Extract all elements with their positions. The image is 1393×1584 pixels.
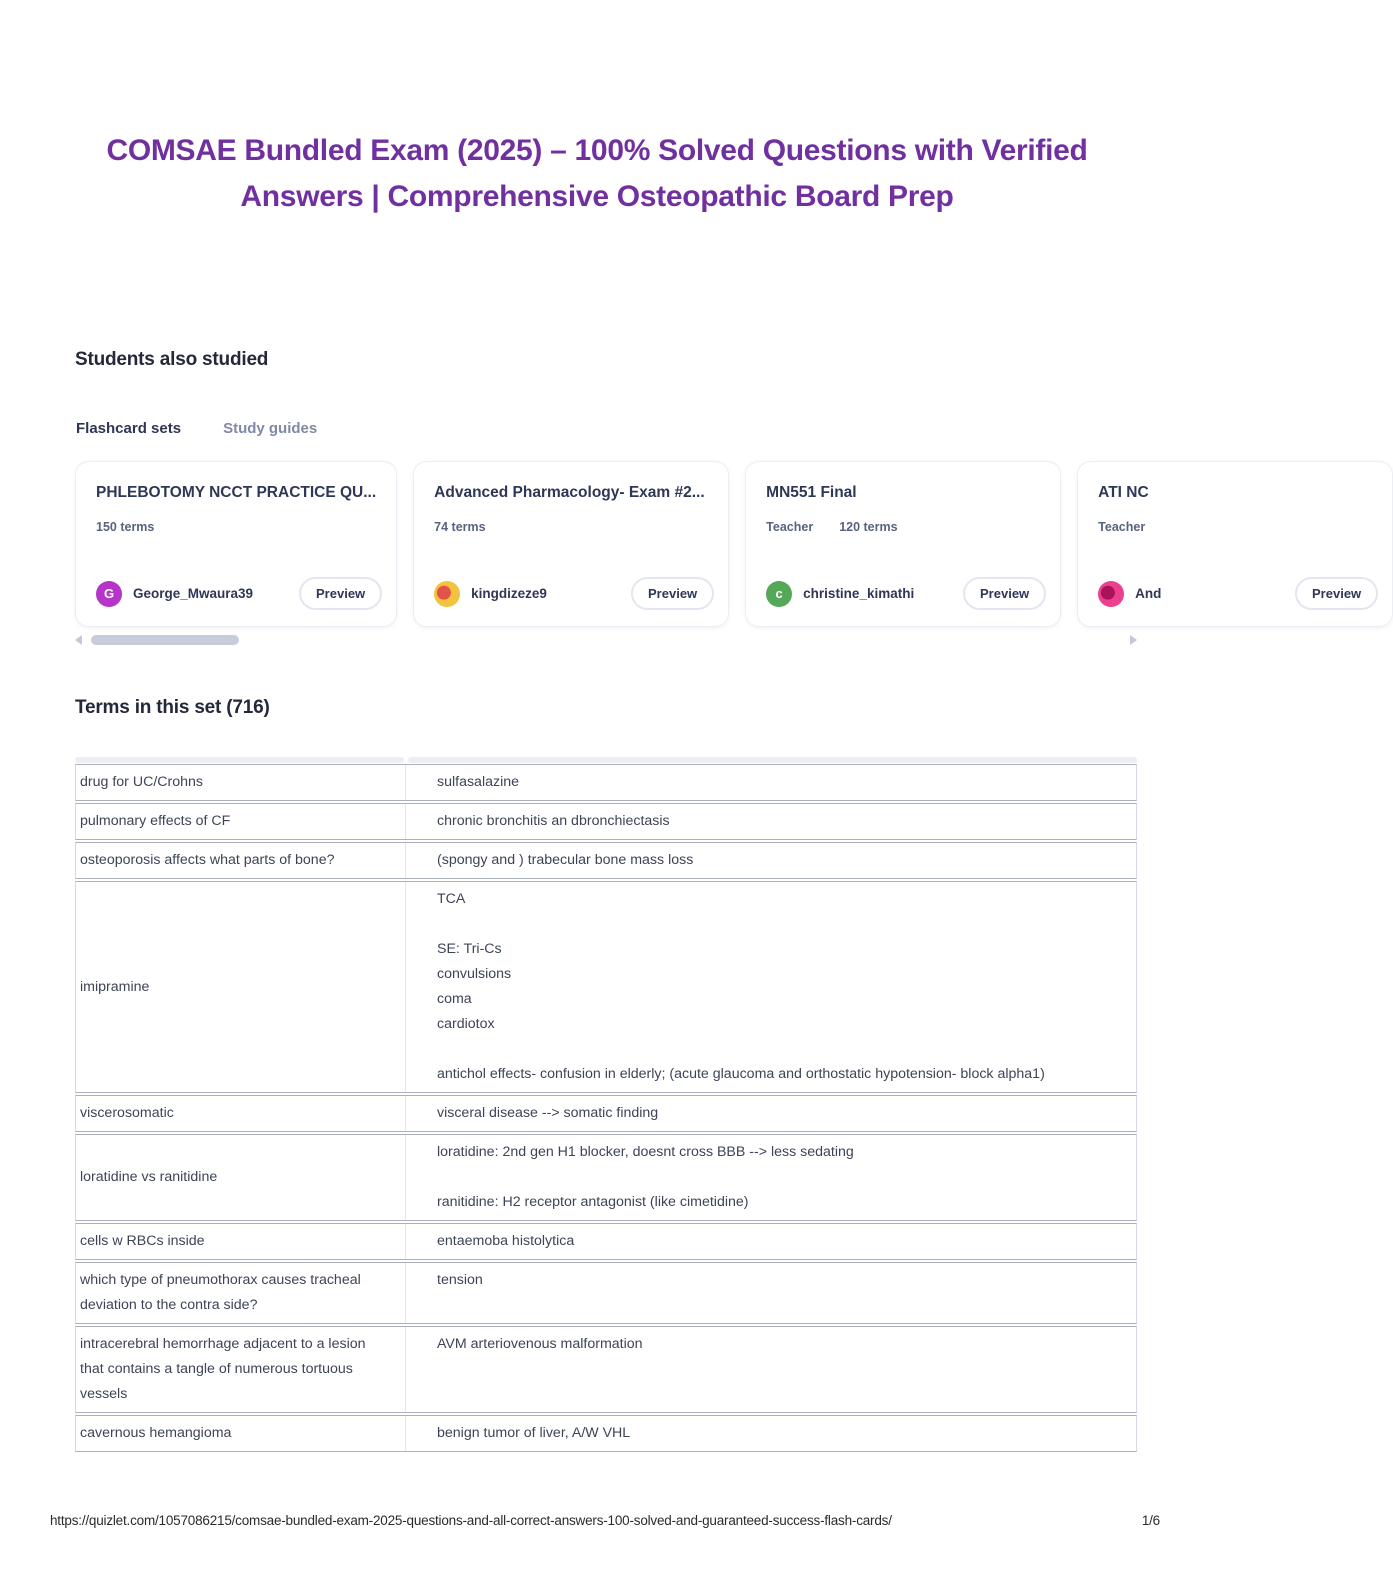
definition-line: ranitidine: H2 receptor antagonist (like cimetidine): [437, 1194, 749, 1210]
definition-line: TCA: [437, 891, 466, 907]
definition-line: SE: Tri-Cs: [437, 941, 502, 957]
term-text: drug for UC/Crohns: [80, 774, 204, 790]
avatar: G: [96, 581, 122, 607]
term-text: imipramine: [80, 978, 150, 995]
table-row: [75, 1415, 1137, 1452]
preview-button[interactable]: Preview: [631, 577, 714, 610]
terms-in-set-heading: Terms in this set (716): [75, 697, 270, 718]
card-badge: Teacher: [1098, 520, 1146, 534]
card-username[interactable]: kingdizeze9: [471, 586, 547, 601]
page-title: COMSAE Bundled Exam (2025) – 100% Solved Questions with Verified Answers | Comprehensive Osteopathic Board Prep: [106, 134, 1088, 213]
print-footer: [50, 1513, 1160, 1528]
table-top-strip: [75, 757, 1137, 763]
term-cell: [76, 765, 406, 800]
scroll-left-icon[interactable]: [75, 635, 82, 645]
term-text: cells w RBCs inside: [80, 1233, 205, 1249]
card-title: Advanced Pharmacology- Exam #2...: [434, 484, 705, 501]
definition-line: entaemoba histolytica: [437, 1233, 575, 1249]
table-row: [75, 1095, 1137, 1132]
term-cell: [76, 1327, 406, 1412]
terms-table: [75, 757, 1137, 1454]
card-badge: 150 terms: [96, 520, 155, 534]
table-row: [75, 1262, 1137, 1324]
definition-line: [437, 912, 1116, 937]
definition-cell: [406, 1416, 1136, 1451]
definition-line: chronic bronchitis an dbronchiectasis: [437, 813, 670, 829]
scroll-right-icon[interactable]: [1130, 635, 1137, 645]
definition-line: AVM arteriovenous malformation: [437, 1336, 643, 1352]
cards-carousel: [75, 461, 1362, 633]
definition-cell: [406, 1096, 1136, 1131]
definition-line: convulsions: [437, 966, 512, 982]
card-username[interactable]: christine_kimathi: [803, 586, 915, 601]
table-row: [75, 1134, 1137, 1221]
term-cell: [76, 1224, 406, 1259]
definition-line: coma: [437, 991, 472, 1007]
definition-cell: [406, 843, 1136, 878]
avatar: [434, 581, 460, 607]
study-set-card[interactable]: [413, 461, 729, 627]
term-cell: [76, 882, 406, 1092]
definition-cell: [406, 804, 1136, 839]
card-badge: 120 terms: [839, 520, 898, 534]
table-row: [75, 803, 1137, 840]
card-footer: [766, 577, 1046, 610]
card-footer: [1098, 577, 1378, 610]
study-set-card[interactable]: [745, 461, 1061, 627]
term-cell: [76, 1096, 406, 1131]
definition-cell: [406, 1327, 1136, 1412]
definition-cell: [406, 765, 1136, 800]
footer-url: https://quizlet.com/1057086215/comsae-bundled-exam-2025-questions-and-all-correct-answers-100-solved-and-guaranteed-success-flash-cards/: [50, 1513, 892, 1528]
table-row: [75, 764, 1137, 801]
definition-line: antichol effects- confusion in elderly; (acute glaucoma and orthostatic hypotension- block alpha1): [437, 1066, 1045, 1082]
card-footer: [96, 577, 382, 610]
card-title: ATI NC: [1098, 484, 1149, 501]
term-cell: [76, 1135, 406, 1220]
definition-line: (spongy and ) trabecular bone mass loss: [437, 852, 694, 868]
table-row: [75, 842, 1137, 879]
tab-study-guides[interactable]: Study guides: [223, 420, 318, 437]
carousel-tabs: [76, 420, 317, 437]
preview-button[interactable]: Preview: [1295, 577, 1378, 610]
term-cell: [76, 804, 406, 839]
term-cell: [76, 1263, 406, 1323]
card-badge: 74 terms: [434, 520, 486, 534]
study-set-card[interactable]: [1077, 461, 1393, 627]
footer-page-number: 1/6: [1141, 1513, 1160, 1528]
preview-button[interactable]: Preview: [963, 577, 1046, 610]
card-badges: [766, 520, 1040, 534]
term-cell: [76, 843, 406, 878]
preview-button[interactable]: Preview: [299, 577, 382, 610]
term-text: intracerebral hemorrhage adjacent to a lesion that contains a tangle of numerous tortuous vessels: [80, 1336, 366, 1402]
term-text: cavernous hemangioma: [80, 1425, 232, 1441]
term-text: osteoporosis affects what parts of bone?: [80, 852, 335, 868]
definition-cell: [406, 1263, 1136, 1323]
term-text: loratidine vs ranitidine: [80, 1169, 218, 1185]
definition-line: [437, 1037, 1116, 1062]
table-row: [75, 881, 1137, 1093]
definition-line: loratidine: 2nd gen H1 blocker, doesnt cross BBB --> less sedating: [437, 1144, 854, 1160]
definition-line: cardiotox: [437, 1016, 495, 1032]
definition-line: sulfasalazine: [437, 774, 520, 790]
definition-line: visceral disease --> somatic finding: [437, 1105, 659, 1121]
card-badges: [1098, 520, 1372, 534]
definition-line: benign tumor of liver, A/W VHL: [437, 1425, 631, 1441]
card-badge: Teacher: [766, 520, 814, 534]
definition-cell: [406, 1135, 1136, 1220]
tab-flashcard-sets[interactable]: Flashcard sets: [76, 420, 182, 437]
students-also-studied-heading: Students also studied: [75, 349, 269, 370]
avatar: c: [766, 581, 792, 607]
term-text: pulmonary effects of CF: [80, 813, 231, 829]
term-cell: [76, 1416, 406, 1451]
study-set-card[interactable]: [75, 461, 397, 627]
card-badges: [96, 520, 376, 534]
terms-rows: [75, 764, 1137, 1452]
card-badges: [434, 520, 708, 534]
carousel-scrollbar: [75, 634, 1137, 646]
definition-cell: [406, 1224, 1136, 1259]
definition-line: tension: [437, 1272, 483, 1288]
card-username[interactable]: George_Mwaura39: [133, 586, 254, 601]
avatar: [1098, 581, 1124, 607]
definition-cell: [406, 882, 1136, 1092]
card-footer: [434, 577, 714, 610]
card-username[interactable]: And: [1135, 586, 1162, 601]
table-row: [75, 1223, 1137, 1260]
definition-line: [437, 1165, 1116, 1190]
term-text: viscerosomatic: [80, 1105, 174, 1121]
card-title: MN551 Final: [766, 484, 857, 501]
table-row: [75, 1326, 1137, 1413]
scrollbar-thumb[interactable]: [91, 635, 239, 645]
card-title: PHLEBOTOMY NCCT PRACTICE QU...: [96, 484, 377, 501]
term-text: which type of pneumothorax causes tracheal deviation to the contra side?: [80, 1272, 361, 1313]
